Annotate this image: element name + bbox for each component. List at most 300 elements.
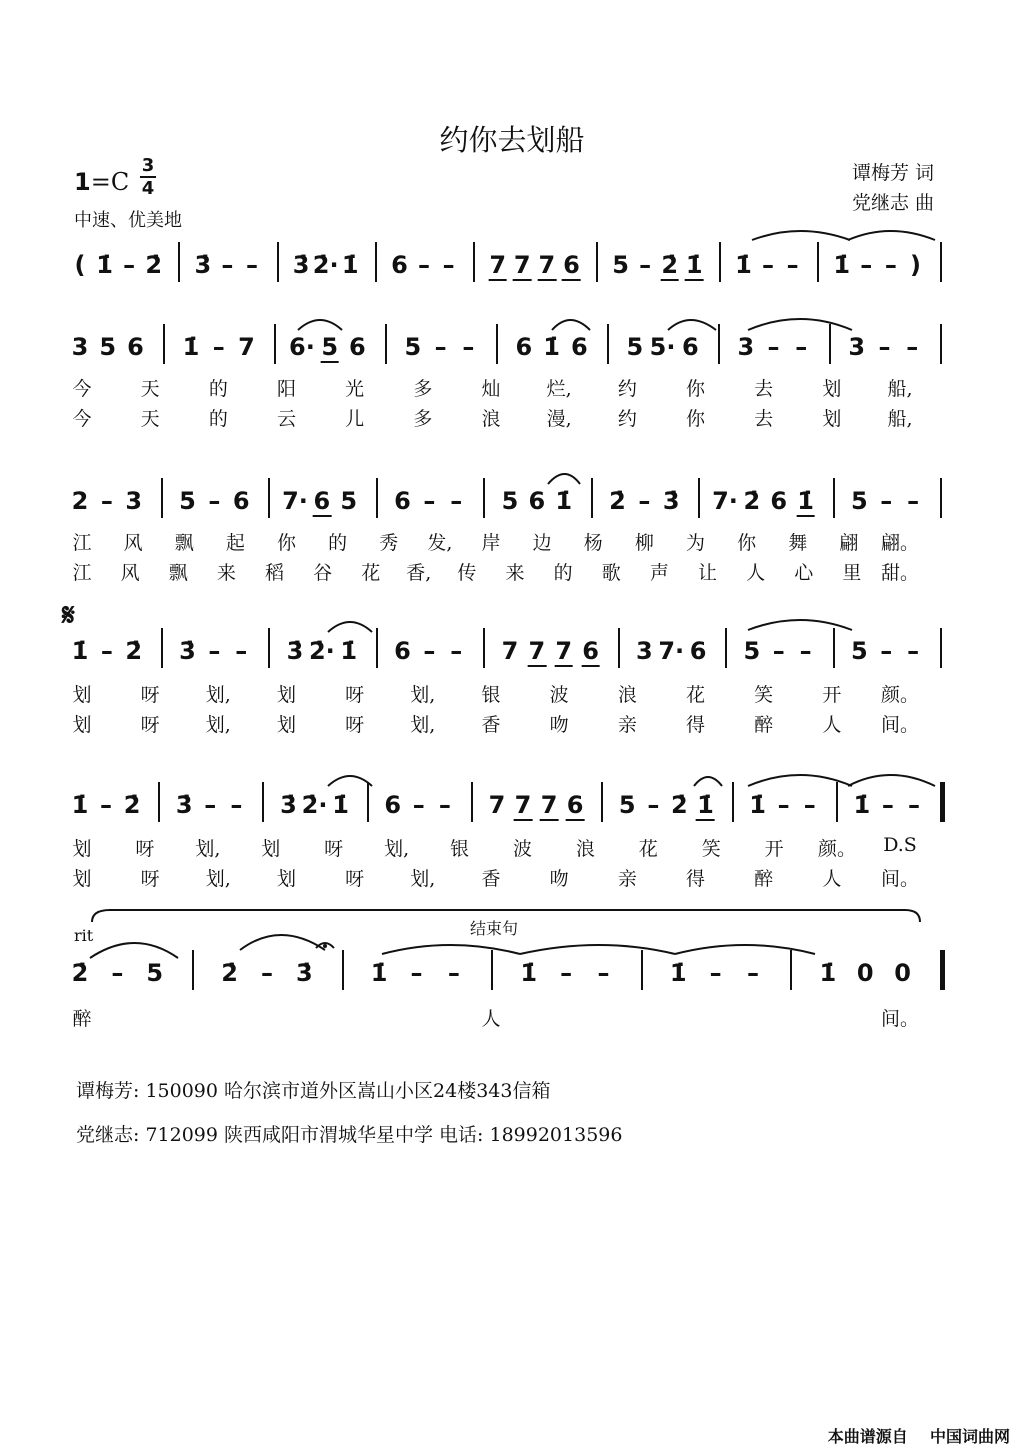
note-symbol: 5 (618, 791, 636, 819)
note-symbol: – (772, 637, 785, 665)
note-symbol: 2̇ (671, 791, 688, 819)
lyric-syllable: 岸 (481, 532, 501, 554)
note-symbol: 6 (391, 251, 408, 279)
lyric-syllable: 划, (410, 714, 436, 736)
note-symbol: 0 (894, 959, 911, 987)
note-symbol: 7 (238, 333, 255, 361)
lyric-syllable: 人 (481, 1008, 501, 1030)
note-symbol: 1̇ (71, 791, 89, 819)
note-symbol: – (639, 251, 652, 279)
note-symbol: 3̇ (295, 959, 313, 987)
lyric-syllable: 光 (345, 378, 365, 400)
ending-label: 结束句 (470, 919, 519, 938)
note-symbol: 2̇· (312, 251, 339, 279)
note-symbol: – (418, 251, 430, 279)
note-symbol: 6 (563, 251, 580, 279)
tie-arc (752, 231, 850, 240)
source-credit (828, 1424, 1010, 1447)
lyric-syllable: 里 (842, 562, 862, 584)
note-symbol: 7 (528, 637, 546, 665)
lyric-syllable: 来 (505, 562, 525, 584)
note-symbol: – (462, 333, 475, 361)
lyric-syllable: 呀 (140, 868, 160, 890)
phrase-bracket (92, 910, 920, 922)
key-tonic: C (110, 168, 130, 196)
note-symbol: – (208, 637, 221, 665)
lyric-syllable: 稻 (264, 562, 284, 584)
note-symbol: 7 (555, 637, 573, 665)
note-symbol: – (906, 333, 919, 361)
note-symbol: 7· (282, 487, 308, 515)
lyric-syllable: 划 (72, 868, 92, 890)
note-symbol: 1̇ (833, 251, 851, 279)
lyric-syllable: 去 (754, 378, 774, 400)
note-symbol: 6 (570, 333, 588, 361)
lyric-syllable: 银 (481, 684, 501, 706)
note-symbol: 7 (538, 251, 556, 279)
lyric-syllable: 呀 (345, 684, 365, 706)
time-sig-bottom: 4 (141, 178, 155, 199)
lyric-syllable: 阳 (276, 378, 297, 400)
lyric-syllable: 划 (276, 684, 297, 706)
lyric-syllable: 风 (120, 562, 140, 584)
footer-line-1: 谭梅芳: 150090 哈尔滨市道外区嵩山小区24楼343信箱 (76, 1080, 551, 1102)
note-symbol: ) (909, 251, 921, 279)
lyric-syllable: 划, (205, 714, 231, 736)
tempo-marking: 中速、优美地 (74, 210, 182, 231)
lyric-syllable: 划 (822, 408, 842, 430)
note-symbol: 1̇ (370, 959, 388, 987)
lyric-syllable: 划 (276, 868, 297, 890)
lyric-syllable: 划 (72, 838, 92, 860)
note-symbol: – (881, 791, 894, 819)
lyric-syllable: 你 (276, 532, 297, 554)
lyric-syllable: 浪 (575, 838, 595, 860)
note-symbol: 3 (737, 333, 755, 361)
lyric-syllable: 杨 (583, 532, 603, 554)
note-symbol: – (442, 251, 455, 279)
note-symbol: 1̇ (853, 791, 871, 819)
lyric-syllable: 间。 (880, 1008, 920, 1030)
note-symbol: 3̇ (286, 637, 304, 665)
composer-credit: 党继志 曲 (852, 192, 935, 214)
lyric-syllable: 颜。 (818, 838, 857, 860)
lyric-syllable: 烂, (546, 378, 572, 400)
note-symbol: – (560, 959, 573, 987)
note-symbol: – (747, 959, 760, 987)
note-symbol: 2̇· (301, 791, 328, 819)
note-symbol: – (647, 791, 660, 819)
note-symbol: – (884, 251, 897, 279)
lyric-syllable: 起 (225, 532, 245, 554)
note-symbol: – (100, 487, 113, 515)
note-symbol: 2̇ (221, 959, 238, 987)
lyric-syllable: 划 (276, 714, 297, 736)
note-symbol: 2̇· (308, 637, 335, 665)
slur-arc (694, 777, 722, 786)
note-symbol: 1̇ (520, 959, 538, 987)
note-symbol: 2̇ (661, 251, 679, 279)
lyric-syllable: 心 (794, 562, 814, 584)
note-symbol: 6 (384, 791, 402, 819)
note-symbol: 2̇ (609, 487, 626, 515)
note-symbol: 3̇ (292, 251, 310, 279)
note-symbol: 6 (394, 637, 411, 665)
lyric-syllable: 浪 (617, 684, 637, 706)
note-symbol: 7 (513, 251, 531, 279)
lyric-syllable: 为 (685, 532, 706, 554)
tie-arc (382, 945, 520, 954)
note-symbol: – (123, 251, 136, 279)
song-title: 约你去划船 (439, 123, 585, 157)
note-symbol: – (434, 333, 447, 361)
lyric-syllable: 今 (72, 408, 92, 430)
lyric-syllable: 划, (410, 868, 436, 890)
footer-line-2: 党继志: 712099 陕西咸阳市渭城华星中学 电话: 18992013596 (76, 1124, 623, 1146)
lyric-syllable: 呀 (324, 838, 344, 860)
note-symbol: 6 (528, 487, 546, 515)
note-symbol: 6· (289, 333, 315, 361)
lyric-syllable: 甜。 (880, 562, 920, 584)
note-symbol: – (450, 637, 463, 665)
lyric-syllable: 呀 (140, 714, 160, 736)
lyric-syllable: 吻 (549, 868, 569, 890)
note-symbol: – (795, 333, 808, 361)
lyric-syllable: D.S (883, 834, 917, 856)
lyric-syllable: 划, (205, 684, 231, 706)
note-symbol: – (709, 959, 722, 987)
note-symbol: – (410, 959, 423, 987)
note-symbol: 3 (848, 333, 866, 361)
lyric-syllable: 你 (685, 378, 706, 400)
note-symbol: 7 (501, 637, 519, 665)
note-symbol: 6 (689, 637, 707, 665)
tie-arc (748, 319, 852, 330)
tie-arc (848, 231, 935, 240)
lyric-syllable: 歌 (601, 562, 621, 584)
lyric-syllable: 呀 (140, 684, 160, 706)
note-symbol: – (803, 791, 816, 819)
tie-arc (675, 945, 815, 954)
lyric-syllable: 浪 (481, 408, 501, 430)
note-symbol: 3̇ (194, 251, 212, 279)
lyric-syllable: 云 (276, 408, 297, 430)
lyric-syllable: 翩 (839, 532, 859, 554)
lyric-syllable: 银 (450, 838, 470, 860)
note-symbol: – (767, 333, 780, 361)
lyric-syllable: 约 (617, 378, 637, 400)
lyric-syllable: 醉 (754, 868, 774, 890)
note-symbol: 7 (488, 791, 506, 819)
note-symbol: 2̇ (71, 959, 89, 987)
note-symbol: 6 (127, 333, 144, 361)
lyric-syllable: 香, (406, 562, 432, 584)
lyric-syllable: 醉 (72, 1008, 92, 1030)
note-symbol: – (230, 791, 243, 819)
lyric-syllable: 翩。 (880, 532, 920, 554)
note-symbol: – (907, 487, 920, 515)
lyric-syllable: 舞 (788, 532, 808, 554)
note-symbol: 6 (582, 637, 599, 665)
lyric-syllable: 多 (413, 408, 433, 430)
lyric-syllable: 笑 (701, 838, 721, 860)
lyric-syllable: 风 (123, 532, 143, 554)
note-symbol: – (100, 637, 113, 665)
note-symbol: – (777, 791, 790, 819)
lyric-syllable: 儿 (345, 408, 365, 430)
note-symbol: 1̇ (735, 251, 752, 279)
note-symbol: 2̇ (145, 251, 163, 279)
note-symbol: – (100, 791, 113, 819)
note-symbol: 6 (232, 487, 250, 515)
lyric-syllable: 笑 (754, 684, 774, 706)
lyric-syllable: 亲 (617, 868, 637, 890)
note-symbol: 6 (515, 333, 533, 361)
lyric-syllable: 花 (638, 838, 658, 860)
lyric-syllable: 呀 (345, 868, 365, 890)
lyric-syllable: 划, (205, 868, 231, 890)
lyric-syllable: 得 (685, 868, 706, 890)
note-symbol: 1̇ (340, 637, 358, 665)
note-symbol: – (423, 487, 436, 515)
lyric-syllable: 呀 (135, 838, 155, 860)
note-symbol: 7 (540, 791, 558, 819)
note-symbol: 6 (681, 333, 699, 361)
lyric-syllable: 划, (195, 838, 221, 860)
slur-arc (552, 320, 590, 330)
lyric-syllable: 船, (887, 378, 913, 400)
note-symbol: – (880, 637, 893, 665)
note-symbol: 1̇ (71, 637, 89, 665)
slur-arc (240, 935, 325, 950)
note-symbol: 5 (743, 637, 761, 665)
tie-arc (748, 620, 852, 630)
lyric-syllable: 秀 (379, 532, 399, 554)
lyric-syllable: 江 (72, 562, 92, 584)
note-symbol: – (799, 637, 812, 665)
lyric-syllable: 划, (410, 684, 436, 706)
note-symbol: – (423, 637, 436, 665)
source-left: 本曲谱源自 (827, 1427, 908, 1446)
note-symbol: 5 (179, 487, 196, 515)
note-symbol: 7· (658, 637, 685, 665)
note-symbol: 3 (636, 637, 653, 665)
note-symbol: 5 (404, 333, 422, 361)
lyric-syllable: 人 (822, 714, 842, 736)
note-symbol: – (221, 251, 234, 279)
lyric-syllable: 得 (685, 714, 706, 736)
source-right: 中国词曲网 (929, 1427, 1010, 1446)
lyric-syllable: 灿 (481, 378, 501, 400)
note-symbol: 3̇ (175, 791, 193, 819)
slur-arc (298, 320, 342, 330)
lyric-syllable: 香 (481, 868, 501, 890)
lyric-syllable: 花 (685, 684, 706, 706)
note-symbol: 6 (349, 333, 366, 361)
lyric-syllable: 吻 (549, 714, 569, 736)
note-symbol: 7 (489, 251, 507, 279)
slur-arc (90, 943, 178, 958)
note-symbol: 3 (71, 333, 89, 361)
note-symbol: – (638, 487, 651, 515)
note-symbol: – (597, 959, 610, 987)
note-symbol: – (762, 251, 774, 279)
note-symbol: – (212, 333, 225, 361)
note-symbol: 1̇ (341, 251, 359, 279)
tie-arc (520, 945, 675, 954)
lyric-syllable: 划 (72, 684, 92, 706)
note-symbol: – (204, 791, 217, 819)
note-symbol: 5 (612, 251, 629, 279)
lyric-syllable: 划 (72, 714, 92, 736)
note-symbol: – (447, 959, 460, 987)
lyric-syllable: 飘 (174, 532, 194, 554)
lyric-syllable: 香 (481, 714, 501, 736)
note-symbol: ( (74, 251, 86, 279)
lyric-syllable: 花 (361, 562, 381, 584)
lyric-syllable: 开 (822, 684, 842, 706)
note-symbol: 1̇ (182, 333, 200, 361)
note-symbol: 7· (712, 487, 738, 515)
note-symbol: 5 (851, 487, 868, 515)
note-symbol: 1̇ (685, 251, 703, 279)
lyric-syllable: 约 (617, 408, 637, 430)
lyric-syllable: 去 (754, 408, 774, 430)
lyric-syllable: 的 (553, 562, 573, 584)
note-symbol: 1̇ (332, 791, 349, 819)
note-symbol: – (860, 251, 873, 279)
lyric-syllable: 谷 (313, 562, 333, 584)
lyric-syllable: 波 (512, 838, 532, 860)
note-symbol: 5 (99, 333, 117, 361)
lyric-syllable: 间。 (880, 714, 920, 736)
note-symbol: – (907, 791, 920, 819)
segno-sign: 𝄋 (62, 598, 75, 633)
note-symbol: 0 (856, 959, 874, 987)
note-symbol: – (880, 487, 893, 515)
note-symbol: 1̇ (797, 487, 814, 515)
tie-arc (848, 775, 935, 786)
note-symbol: – (438, 791, 451, 819)
note-symbol: – (260, 959, 273, 987)
note-symbol: 6 (394, 487, 411, 515)
note-symbol: 3̇ (179, 637, 196, 665)
note-symbol: – (246, 251, 258, 279)
note-symbol: 5 (340, 487, 358, 515)
fermata-dot (323, 944, 327, 948)
note-symbol: 1̇ (669, 959, 687, 987)
lyric-syllable: 你 (737, 532, 757, 554)
lyric-syllable: 醉 (754, 714, 774, 736)
lyric-syllable: 的 (208, 378, 228, 400)
note-symbol: – (412, 791, 425, 819)
lyric-syllable: 船, (887, 408, 913, 430)
lyric-syllable: 人 (746, 562, 766, 584)
note-symbol: 3̇ (662, 487, 680, 515)
lyric-syllable: 让 (698, 562, 718, 584)
lyric-syllable: 飘 (168, 562, 188, 584)
lyric-syllable: 划, (384, 838, 410, 860)
note-symbol: 1̇ (96, 251, 113, 279)
slur-arc (548, 474, 580, 484)
note-symbol: 1̇ (819, 959, 837, 987)
lyric-syllable: 多 (413, 378, 433, 400)
lyric-syllable: 江 (72, 532, 92, 554)
note-symbol: 5 (146, 959, 164, 987)
lyric-syllable: 你 (685, 408, 706, 430)
tie-arc (748, 775, 852, 786)
note-symbol: 1̇ (697, 791, 714, 819)
lyric-syllable: 发, (427, 532, 453, 554)
lyric-syllable: 波 (549, 684, 569, 706)
note-symbol: 6 (313, 487, 331, 515)
lyric-syllable: 的 (328, 532, 348, 554)
note-symbol: – (111, 959, 124, 987)
note-symbol: 6 (770, 487, 788, 515)
note-symbol: 1̇ (555, 487, 573, 515)
note-symbol: – (450, 487, 463, 515)
lyric-syllable: 声 (649, 562, 669, 584)
lyricist-credit: 谭梅芳 词 (852, 162, 935, 184)
note-symbol: 3̇ (280, 791, 297, 819)
key-equals: = (90, 168, 111, 196)
lyric-syllable: 间。 (880, 868, 920, 890)
note-symbol: – (235, 637, 248, 665)
note-symbol: 2̇ (743, 487, 761, 515)
lyric-syllable: 亲 (617, 714, 637, 736)
slur-arc (328, 622, 372, 632)
slur-arc (328, 776, 372, 786)
note-symbol: 2 (71, 487, 89, 515)
key-one: 1 (74, 168, 91, 196)
note-symbol: 5 (501, 487, 519, 515)
rit-marking: rit (74, 926, 94, 945)
lyric-syllable: 颜。 (880, 684, 920, 706)
lyric-syllable: 的 (208, 408, 228, 430)
note-symbol: 5· (649, 333, 676, 361)
note-symbol: 7 (514, 791, 532, 819)
note-symbol: 3 (125, 487, 143, 515)
lyric-syllable: 来 (216, 562, 236, 584)
note-symbol: – (208, 487, 221, 515)
note-symbol: – (907, 637, 920, 665)
note-symbol: 2̇ (125, 637, 143, 665)
slur-arc (668, 320, 716, 330)
lyric-syllable: 边 (532, 532, 552, 554)
lyric-syllable: 呀 (345, 714, 365, 736)
note-symbol: 5 (626, 333, 644, 361)
note-symbol: 1̇ (543, 333, 560, 361)
note-symbol: – (786, 251, 799, 279)
lyric-syllable: 天 (140, 408, 160, 430)
lyric-syllable: 传 (457, 562, 477, 584)
time-sig-top: 3 (141, 155, 155, 176)
lyric-syllable: 划 (261, 838, 281, 860)
lyric-syllable: 天 (140, 378, 160, 400)
lyric-syllable: 今 (72, 378, 92, 400)
lyric-syllable: 柳 (634, 532, 654, 554)
note-symbol: 6 (566, 791, 584, 819)
lyric-syllable: 漫, (546, 408, 572, 430)
note-symbol: – (878, 333, 891, 361)
note-symbol: 5 (321, 333, 339, 361)
lyric-syllable: 开 (764, 838, 784, 860)
note-symbol: 1̇ (749, 791, 766, 819)
lyric-syllable: 划 (822, 378, 842, 400)
lyric-syllable: 人 (822, 868, 842, 890)
note-symbol: 2̇ (123, 791, 141, 819)
note-symbol: 5 (851, 637, 868, 665)
